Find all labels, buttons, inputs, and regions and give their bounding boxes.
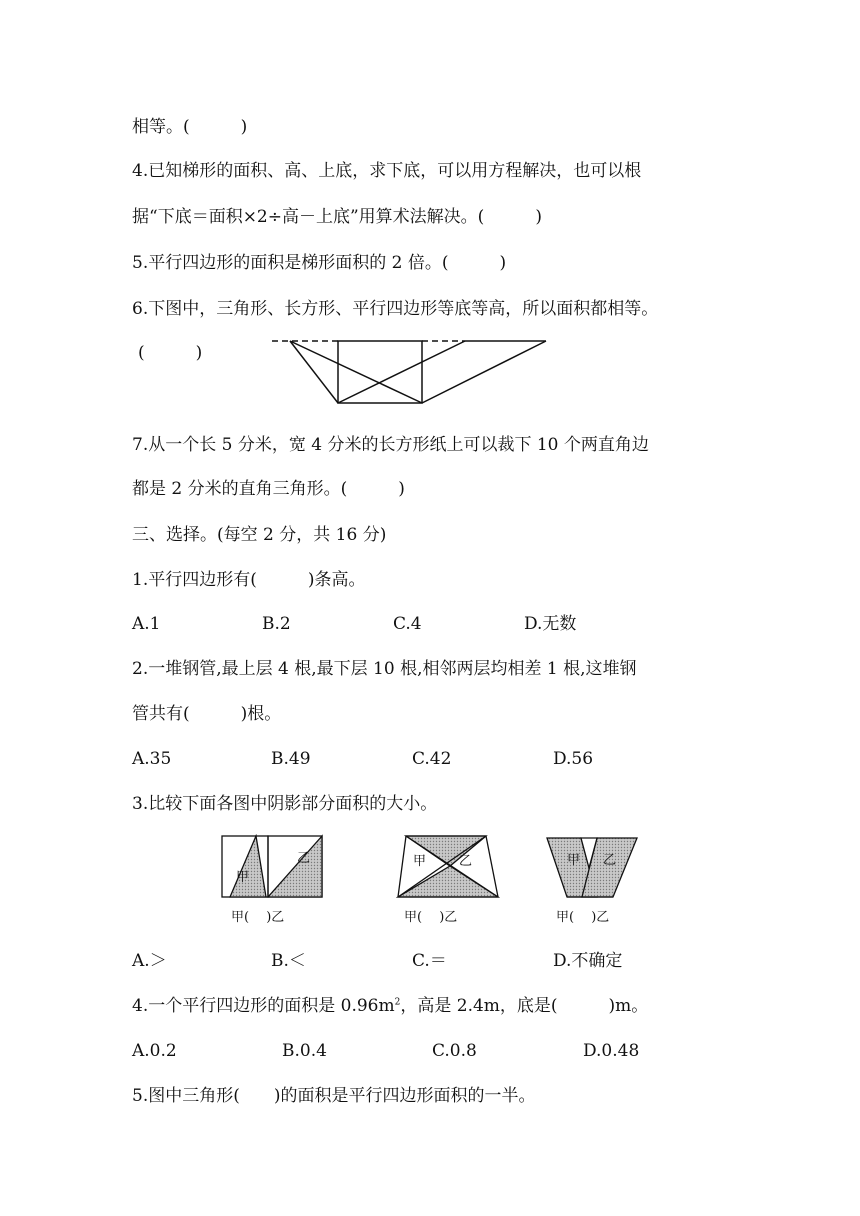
choice-2-option-c: C.42 [412,749,452,769]
question-5: 5.平行四边形的面积是梯形面积的 2 倍。( ) [132,253,507,273]
compare-label-3: 甲( )乙 [556,910,610,925]
figure-compare-1 [220,834,324,900]
choice-1-option-a: A.1 [132,614,161,634]
choice-5: 5.图中三角形( )的面积是平行四边形面积的一半。 [132,1086,536,1106]
compare-label-1: 甲( )乙 [231,910,285,925]
figure-compare-3 [545,834,639,900]
question-7-line2: 都是 2 分米的直角三角形。( ) [132,479,405,499]
choice-4-option-a: A.0.2 [132,1041,177,1061]
choice-2-option-a: A.35 [132,749,172,769]
choice-3-option-c: C.＝ [412,951,447,971]
label-jia-1: 甲 [236,870,250,885]
compare-label-2: 甲( )乙 [404,910,458,925]
choice-1-option-b: B.2 [262,614,291,634]
question-6: 6.下图中，三角形、长方形、平行四边形等底等高，所以面积都相等。 [132,299,659,319]
choice-4-option-b: B.0.4 [282,1041,327,1061]
choice-3-option-d: D.不确定 [553,951,623,971]
text-line-continuation: 相等。( ) [132,117,248,137]
section-3-heading: 三、选择。(每空 2 分，共 16 分) [132,525,387,545]
choice-3: 3.比较下面各图中阴影部分面积的大小。 [132,794,438,814]
label-yi-3: 乙 [603,853,617,868]
choice-1: 1.平行四边形有( )条高。 [132,570,366,590]
choice-1-option-d: D.无数 [524,614,577,634]
choice-2-option-b: B.49 [271,749,311,769]
label-jia-3: 甲 [567,853,581,868]
choice-4-option-d: D.0.48 [583,1041,640,1061]
choice-3-option-a: A.＞ [132,951,167,971]
figure-compare-2 [396,834,500,900]
choice-4-text-pre: 4.一个平行四边形的面积是 0.96m [132,996,395,1016]
choice-2-line2: 管共有( )根。 [132,704,282,724]
choice-2-option-d: D.56 [553,749,594,769]
choice-3-option-b: B.＜ [271,951,306,971]
question-4-line1: 4.已知梯形的面积、高、上底，求下底，可以用方程解决，也可以根 [132,161,642,181]
choice-4-option-c: C.0.8 [432,1041,477,1061]
choice-4 [132,995,648,1017]
choice-4-text-post: ，高是 2.4m，底是( )m。 [400,996,649,1016]
question-4-line2: 据“下底＝面积×2÷高－上底”用算术法解决。( ) [132,207,542,227]
figure-triangle-rectangle-parallelogram [270,334,555,410]
choice-1-option-c: C.4 [393,614,422,634]
question-7-line1: 7.从一个长 5 分米，宽 4 分米的长方形纸上可以裁下 10 个两直角边 [132,435,649,455]
label-yi-1: 乙 [297,851,311,866]
label-yi-2: 乙 [459,854,473,869]
question-6-answer-paren: ( ) [138,343,203,363]
label-jia-2: 甲 [413,854,427,869]
choice-4-superscript: 2 [394,997,401,1008]
choice-2-line1: 2.一堆钢管,最上层 4 根,最下层 10 根,相邻两层均相差 1 根,这堆钢 [132,659,637,679]
